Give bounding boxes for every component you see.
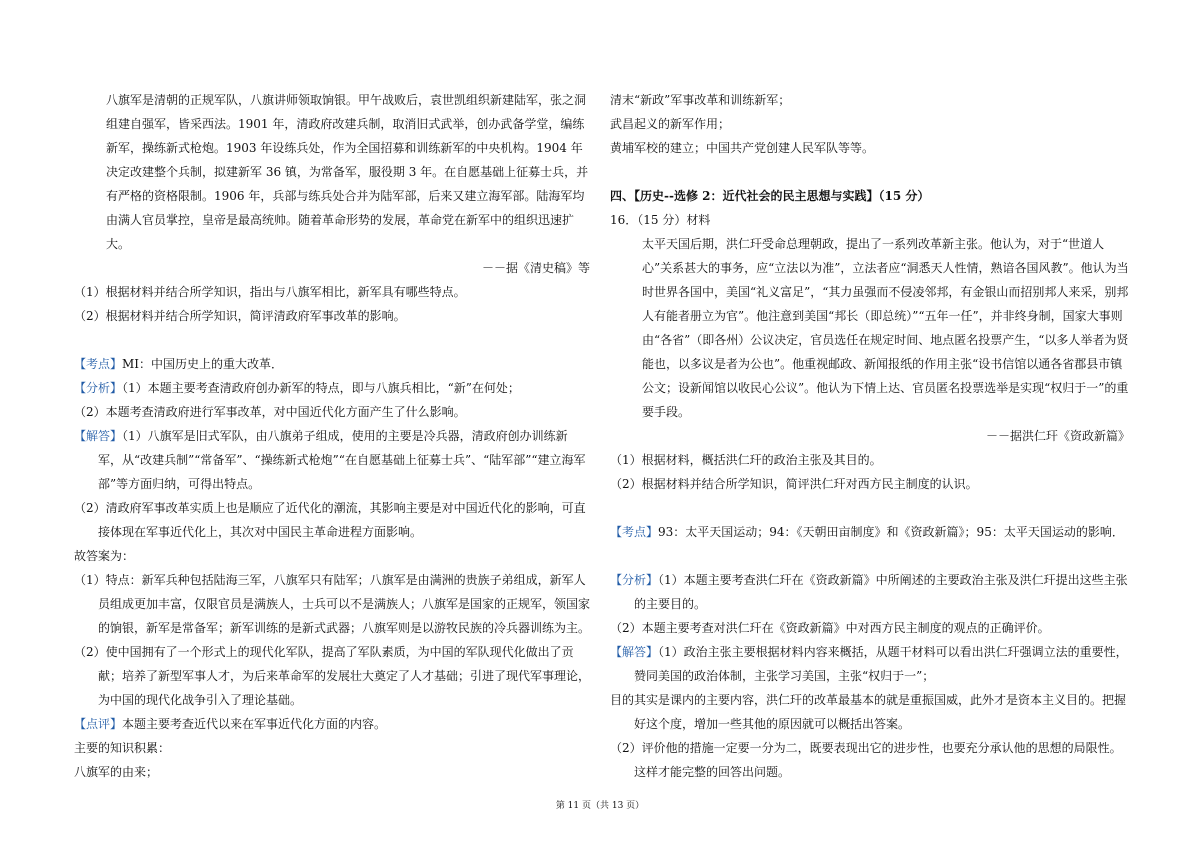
fenxi-text-2-1: （1）本题主要考查洪仁玕在《资政新篇》中所阐述的主要政治主张及洪仁玕提出这些主张的主要目的。 bbox=[634, 573, 1128, 611]
left-column bbox=[74, 88, 590, 784]
page-footer: 第 11 页（共 13 页） bbox=[555, 801, 645, 811]
material-source-2: －－据洪仁玕《资政新篇》 bbox=[985, 429, 1130, 443]
answer-label: 故答案为： bbox=[74, 549, 135, 563]
jieda-tag-2: 【解答】 bbox=[610, 645, 659, 659]
jieda-text-2-1: （1）政治主张主要根据材料内容来概括，从题干材料可以看出洪仁玕强调立法的重要性，赞同美国的政治体制，主张学习美国，主张“权归于一”； bbox=[634, 645, 1128, 683]
question-16-2: （2）根据材料并结合所学知识，简评洪仁玕对西方民主制度的认识。 bbox=[610, 477, 978, 491]
jieda-line-2 bbox=[610, 640, 1130, 688]
dianping-tag: 【点评】 bbox=[74, 717, 123, 731]
kaodian-line-2 bbox=[610, 520, 1130, 544]
knowledge-item-3: 武昌起义的新军作用； bbox=[610, 117, 731, 131]
kaodian-tag-2: 【考点】 bbox=[610, 525, 659, 539]
fenxi-text-1: （1）本题主要考查清政府创办新军的特点，即与八旗兵相比，“新”在何处； bbox=[122, 381, 520, 395]
jieda-text-2: （2）清政府军事改革实质上也是顺应了近代化的潮流，其影响主要是对中国近代化的影响，可直接体现在军事近代化上，其次对中国民主革命进程方面影响。 bbox=[74, 501, 586, 539]
fenxi-line-2 bbox=[610, 568, 1130, 616]
question-2: （2）根据材料并结合所学知识，简评清政府军事改革的影响。 bbox=[74, 309, 406, 323]
knowledge-item-1: 八旗军的由来； bbox=[74, 765, 159, 779]
fenxi-tag-2: 【分析】 bbox=[610, 573, 659, 587]
fenxi-text-2: （2）本题考查清政府进行军事改革，对中国近代化方面产生了什么影响。 bbox=[74, 405, 466, 419]
question-1: （1）根据材料并结合所学知识，指出与八旗军相比，新军具有哪些特点。 bbox=[74, 285, 466, 299]
knowledge-label: 主要的知识积累： bbox=[74, 741, 171, 755]
jieda-text-1: （1）八旗军是旧式军队，由八旗弟子组成，使用的主要是冷兵器，清政府创办训练新军，从“改建兵制”“常备军”、“操练新式枪炮”“在自愿基础上征募士兵”、“陆军部”“建立海军部”等方面归纳，可得出特点。 bbox=[98, 429, 586, 491]
dianping-text: 本题主要考查近代以来在军事近代化方面的内容。 bbox=[122, 717, 387, 731]
jieda-text-2-2: （2）评价他的措施一定要一分为二，既要表现出它的进步性，也要充分承认他的思想的局限性。这样才能完整的回答出问题。 bbox=[610, 741, 1122, 779]
answer-1: （1）特点：新军兵种包括陆海三军，八旗军只有陆军；八旗军是由满洲的贵族子弟组成，新军人员组成更加丰富，仅限官员是满族人，士兵可以不是满族人；八旗军是国家的正规军，领国家的饷银，新军是常备军；新军训练的是新式武器；八旗军则是以游牧民族的冷兵器训练为主。 bbox=[74, 573, 591, 635]
material-paragraph-2: 太平天国后期，洪仁玕受命总理朝政，提出了一系列改革新主张。他认为，对于“世道人心”关系甚大的事务，应“立法以为准”，立法者应“洞悉天人性情，熟谙各国风教”。他认为当时世界各国中，美国“礼义富足”，“其力虽强而不侵凌邻邦，有金银山而招别邦人来采，别邦人有能者册立为官”。他注意到美国“邦长（即总统）”“五年一任”，并非终身制，国家大事则由“各省”（即各州）公议决定，官员选任在规定时间、地点匿名投票产生，“以多人举者为贤能也，以多议是者为公也”。他重视邮政、新闻报纸的作用主张“设书信馆以通各省郡县市镇公文；设新闻馆以收民心公议”。他认为下情上达、官员匿名投票选举是实现“权归于一”的重要手段。 bbox=[642, 237, 1129, 419]
fenxi-line bbox=[74, 376, 590, 400]
answer-2: （2）使中国拥有了一个形式上的现代化军队，提高了军队素质，为中国的军队现代化做出了贡献；培养了新型军事人才，为后来革命军的发展壮大奠定了人才基础；引进了现代军事理论，为中国的现代化战争引入了理论基础。 bbox=[74, 645, 591, 707]
fenxi-tag: 【分析】 bbox=[74, 381, 123, 395]
material-source: －－据《清史稿》等 bbox=[481, 261, 590, 275]
dianping-line bbox=[74, 712, 590, 736]
question-number: 16．（15 分）材料 bbox=[610, 213, 711, 227]
fenxi-text-2-2: （2）本题主要考查对洪仁玕在《资政新篇》中对西方民主制度的观点的正确评价。 bbox=[610, 621, 1050, 635]
question-16-1: （1）根据材料，概括洪仁玕的政治主张及其目的。 bbox=[610, 453, 882, 467]
kaodian-text: MI：中国历史上的重大改革． bbox=[122, 357, 284, 371]
jieda-text-2-1b: 目的其实是课内的主要内容，洪仁玕的改革最基本的就是重振国威，此外才是资本主义目的。把握好这个度，增加一些其他的原因就可以概括出答案。 bbox=[610, 693, 1127, 731]
kaodian-line bbox=[74, 352, 590, 376]
kaodian-text-2: 93：太平天国运动；94：《天朝田亩制度》和《资政新篇》；95：太平天国运动的影响． bbox=[658, 525, 1124, 539]
knowledge-item-2: 清末“新政”军事改革和训练新军； bbox=[610, 93, 791, 107]
jieda-line bbox=[74, 424, 590, 496]
right-column bbox=[610, 88, 1130, 784]
kaodian-tag: 【考点】 bbox=[74, 357, 123, 371]
material-paragraph: 八旗军是清朝的正规军队，八旗讲师领取饷银。甲午战败后，袁世凯组织新建陆军，张之洞组建自强军，皆采西法。1901 年，清政府改建兵制，取消旧式武举，创办武备学堂，编练新军，操练新式枪炮。1903 年设练兵处，作为全国招募和训练新军的中央机构。1904 年决定改建整个兵制，拟建新军 36 镇，为常备军，服役期 3 年。在自愿基础上征募士兵，并有严格的资格限制。1906 年，兵部与练兵处合并为陆军部，后来又建立海军部。陆海军均由满人官员掌控，皇帝是最高统帅。随着革命形势的发展，革命党在新军中的组织迅速扩大。 bbox=[106, 93, 589, 251]
knowledge-item-4: 黄埔军校的建立；中国共产党创建人民军队等等。 bbox=[610, 141, 875, 155]
jieda-tag: 【解答】 bbox=[74, 429, 123, 443]
section-title: 四、【历史--选修 2：近代社会的民主思想与实践】（15 分） bbox=[610, 189, 930, 203]
